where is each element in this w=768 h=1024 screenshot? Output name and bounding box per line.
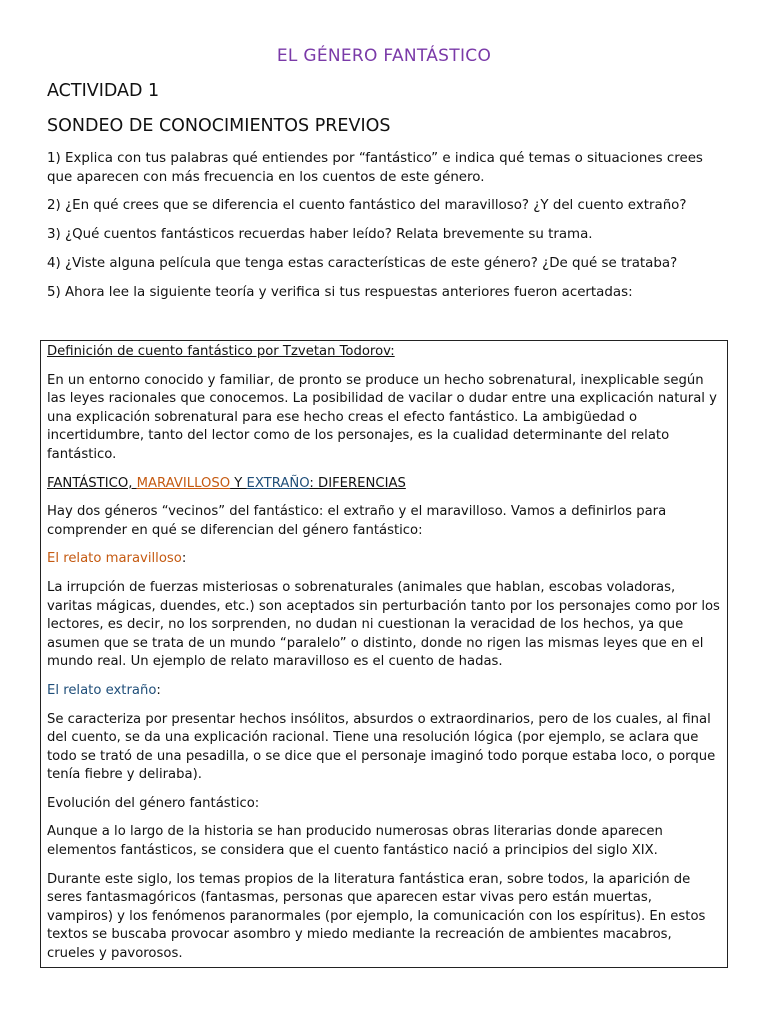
evolution-heading: Evolución del género fantástico: (47, 795, 260, 811)
question-3: 3) ¿Qué cuentos fantásticos recuerdas haber leído? Relata brevemente su trama. (47, 227, 593, 242)
marvelous-text: La irrupción de fuerzas misteriosas o sobrenaturales (animales que hablan, escobas voladoras, varitas mágicas, duendes, etc.) son aceptados sin perturbación tanto por los personajes como por los lectores, es decir, no los sorprenden, no dudan ni cuestionan la veracidad de los hechos, ya que asumen que se trata de un mundo “paralelo” o distinto, donde no rigen las mismas leyes que en el mundo real. Un ejemplo de relato maravilloso es el cuento de hadas. (47, 579, 720, 670)
diff-heading-extrano: EXTRAÑO (246, 475, 310, 491)
strange-heading-label: El relato extraño (47, 682, 157, 698)
document-title: EL GÉNERO FANTÁSTICO (276, 46, 492, 66)
evolution-text-1: Aunque a lo largo de la historia se han producido numerosas obras literarias donde aparecen elementos fantásticos, se considera que el cuento fantástico nació a principios del siglo XIX. (47, 824, 663, 859)
section-subtitle: SONDEO DE CONOCIMIENTOS PREVIOS (47, 116, 391, 136)
question-5: 5) Ahora lee la siguiente teoría y verifica si tus respuestas anteriores fueron acertadas: (47, 285, 633, 300)
strange-text: Se caracteriza por presentar hechos insólitos, absurdos o extraordinarios, pero de los cuales, al final del cuento, se da una explicación racional. Tiene una resolución lógica (por ejemplo, se aclara que todo se trató de una pesadilla, o se dice que el personaje imaginó todo porque estaba loco, o porque tenía fiebre y deliraba). (47, 711, 716, 783)
diff-heading-maravilloso: MARAVILLOSO (136, 475, 231, 491)
marvelous-heading: El relato maravilloso: (47, 551, 187, 567)
differences-heading (47, 475, 721, 494)
diff-heading-part3: Y (230, 475, 247, 491)
definition-heading: Definición de cuento fantástico por Tzvetan Todorov: (47, 344, 395, 359)
theory-box (40, 340, 728, 968)
evolution-text-2: Durante este siglo, los temas propios de la literatura fantástica eran, sobre todos, la aparición de seres fantasmagóricos (fantasmas, personas que aparecen estar vivas pero están muertas, vampiros) y los fenómenos paranormales (por ejemplo, la comunicación con los espíritus). En estos textos se buscaba provocar asombro y miedo mediante la recreación de ambientes macabros, crueles y pavorosos. (47, 871, 706, 962)
strange-heading: El relato extraño: (47, 682, 161, 698)
activity-heading: ACTIVIDAD 1 (47, 81, 160, 101)
diff-heading-part5: : DIFERENCIAS (309, 475, 406, 491)
definition-text: En un entorno conocido y familiar, de pronto se produce un hecho sobrenatural, inexplicable según las leyes racionales que conocemos. La posibilidad de vacilar o dudar entre una explicación natural y una explicación sobrenatural para ese hecho creas el efecto fantástico. La ambigüedad o incertidumbre, tanto del lector como de los personajes, es la cualidad determinante del relato fantástico. (47, 372, 717, 462)
marvelous-heading-label: El relato maravilloso (47, 551, 182, 567)
question-2: 2) ¿En qué crees que se diferencia el cuento fantástico del maravilloso? ¿Y del cuento extraño? (47, 198, 687, 213)
question-1: 1) Explica con tus palabras qué entiendes por “fantástico” e indica qué temas o situaciones crees que aparecen con más frecuencia en los cuentos de este género. (47, 151, 703, 185)
question-4: 4) ¿Viste alguna película que tenga estas características de este género? ¿De qué se trataba? (47, 256, 678, 271)
neighbors-text: Hay dos géneros “vecinos” del fantástico: el extraño y el maravilloso. Vamos a definirlos para comprender en qué se diferencian del género fantástico: (47, 504, 667, 538)
diff-heading-part1: FANTÁSTICO, (47, 475, 137, 491)
